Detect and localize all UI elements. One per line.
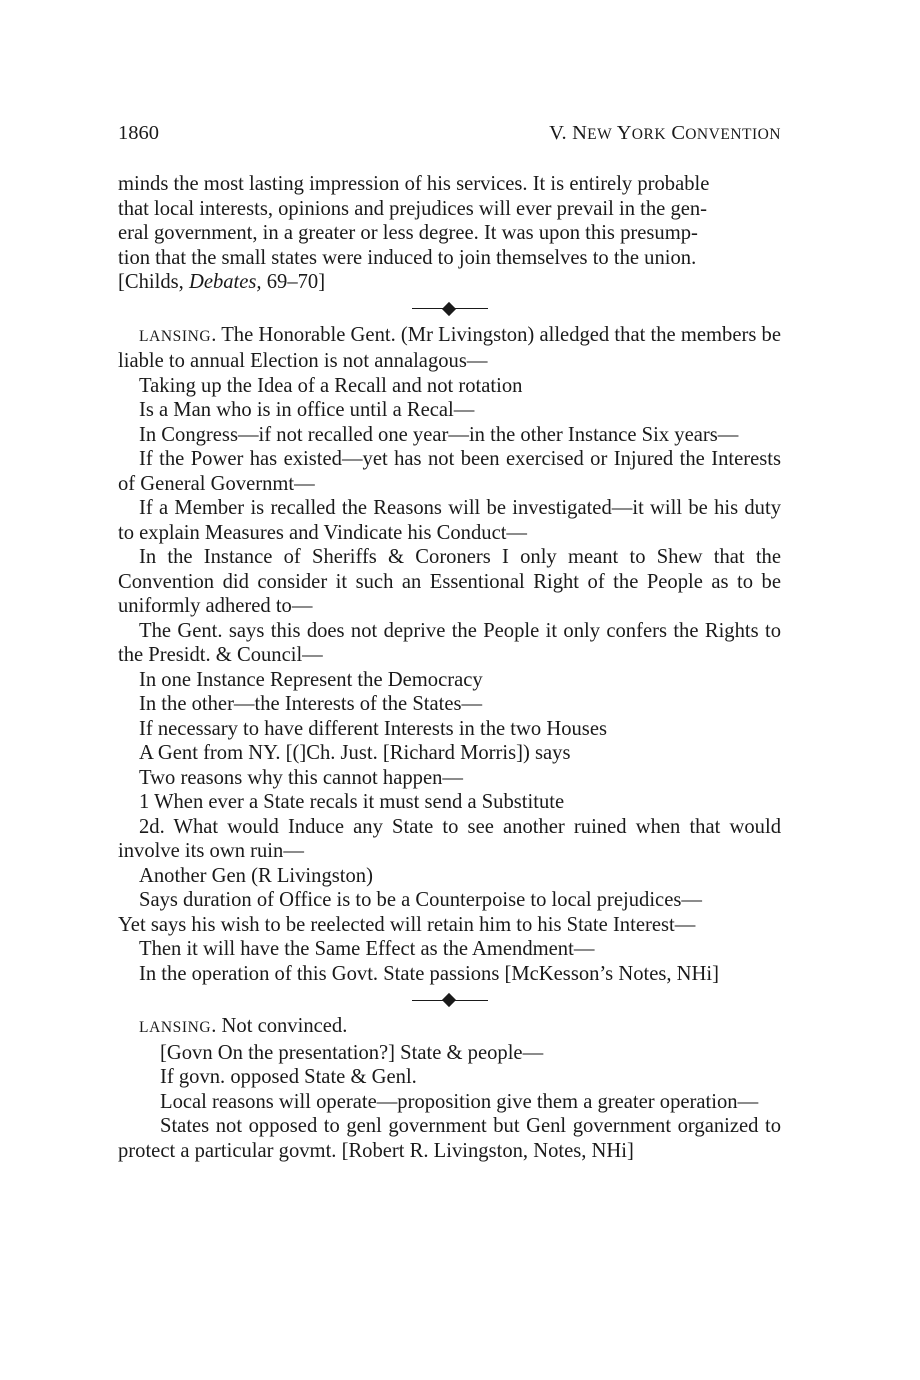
paragraph-text: . The Honorable Gent. (Mr Livingston) alledged that the members be liable to annual Election is not annalagous— — [118, 323, 781, 372]
running-title-part: EW — [587, 126, 613, 143]
paragraph: Taking up the Idea of a Recall and not rotation — [139, 374, 523, 397]
page-number: 1860 — [118, 122, 159, 144]
citation-text: [Childs, — [118, 271, 189, 293]
citation-text: 69–70] — [261, 271, 326, 293]
section-divider — [412, 992, 488, 1008]
running-title-part: ONVENTION — [685, 126, 781, 143]
running-title-part: V. N — [549, 122, 588, 144]
paragraph: States not opposed to genl government but Genl government organized to protect a particular govmt. [Robert R. Livingston, Notes, NHi] — [118, 1115, 781, 1162]
paragraph: In Congress—if not recalled one year—in the other Instance Six years— — [139, 423, 739, 446]
paragraph: If the Power has existed—yet has not been exercised or Injured the Interests of General Governmt— — [118, 448, 781, 495]
paragraph: 1 When ever a State recals it must send a Substitute — [139, 791, 565, 813]
running-title-part: ORK — [631, 126, 667, 143]
paragraph: 2d. What would Induce any State to see another ruined when that would involve its own ruin— — [118, 815, 781, 862]
paragraph — [118, 1014, 781, 1041]
paragraph: If a Member is recalled the Reasons will be investigated—it will be his duty to explain Measures and Vindicate his Conduct— — [118, 497, 781, 544]
running-title-part: Y — [612, 122, 632, 144]
running-header — [118, 122, 781, 148]
paragraph: Local reasons will operate—proposition give them a greater operation— — [160, 1090, 759, 1113]
section-childs-debates — [118, 172, 781, 295]
paragraph: The Gent. says this does not deprive the People it only confers the Rights to the Presidt. & Council— — [118, 619, 781, 666]
paragraph: A Gent from NY. [(]Ch. Just. [Richard Morris]) says — [139, 742, 571, 764]
paragraph: Is a Man who is in office until a Recal— — [139, 399, 475, 421]
paragraph: If necessary to have different Interests in the two Houses — [139, 717, 607, 740]
diamond-ornament-icon — [442, 301, 456, 315]
paragraph: Says duration of Office is to be a Counterpoise to local prejudices— — [139, 889, 702, 911]
paragraph: In the other—the Interests of the States— — [139, 693, 483, 715]
speaker-name: LANSING — [139, 1019, 212, 1036]
section-lansing-mckesson — [118, 323, 781, 987]
speaker-name: LANSING — [139, 327, 212, 345]
paragraph — [118, 323, 781, 374]
paragraph: Yet says his wish to be reelected will retain him to his State Interest— — [118, 913, 696, 936]
paragraph: In the Instance of Sheriffs & Coroners I only meant to Shew that the Convention did consider it such an Essentional Right of the People as to be uniformly adhered to— — [118, 546, 781, 617]
paragraph: In one Instance Represent the Democracy — [139, 668, 483, 691]
paragraph: Then it will have the Same Effect as the Amendment— — [139, 938, 595, 960]
section-divider — [412, 301, 488, 317]
paragraph: Two reasons why this cannot happen— — [139, 766, 463, 789]
text-line: minds the most lasting impression of his services. It is entirely probable — [118, 173, 710, 195]
paragraph-text: . Not convinced. — [211, 1015, 348, 1037]
paragraph: Another Gen (R Livingston) — [139, 864, 373, 887]
text-line: that local interests, opinions and prejudices will ever prevail in the gen- — [118, 197, 708, 220]
running-title — [549, 122, 781, 145]
citation-title: Debates, — [188, 271, 262, 293]
section-lansing-livingston — [118, 1014, 781, 1163]
citation — [118, 270, 781, 295]
body-text — [118, 172, 781, 1163]
text-line: tion that the small states were induced to join themselves to the union. — [118, 246, 697, 269]
running-title-part: C — [666, 122, 686, 144]
text-line: eral government, in a greater or less degree. It was upon this presump- — [118, 222, 698, 244]
paragraph: [Govn On the presentation?] State & people— — [160, 1041, 544, 1064]
diamond-ornament-icon — [442, 993, 456, 1007]
paragraph: In the operation of this Govt. State passions [McKesson’s Notes, NHi] — [139, 962, 719, 985]
paragraph: If govn. opposed State & Genl. — [160, 1066, 417, 1088]
